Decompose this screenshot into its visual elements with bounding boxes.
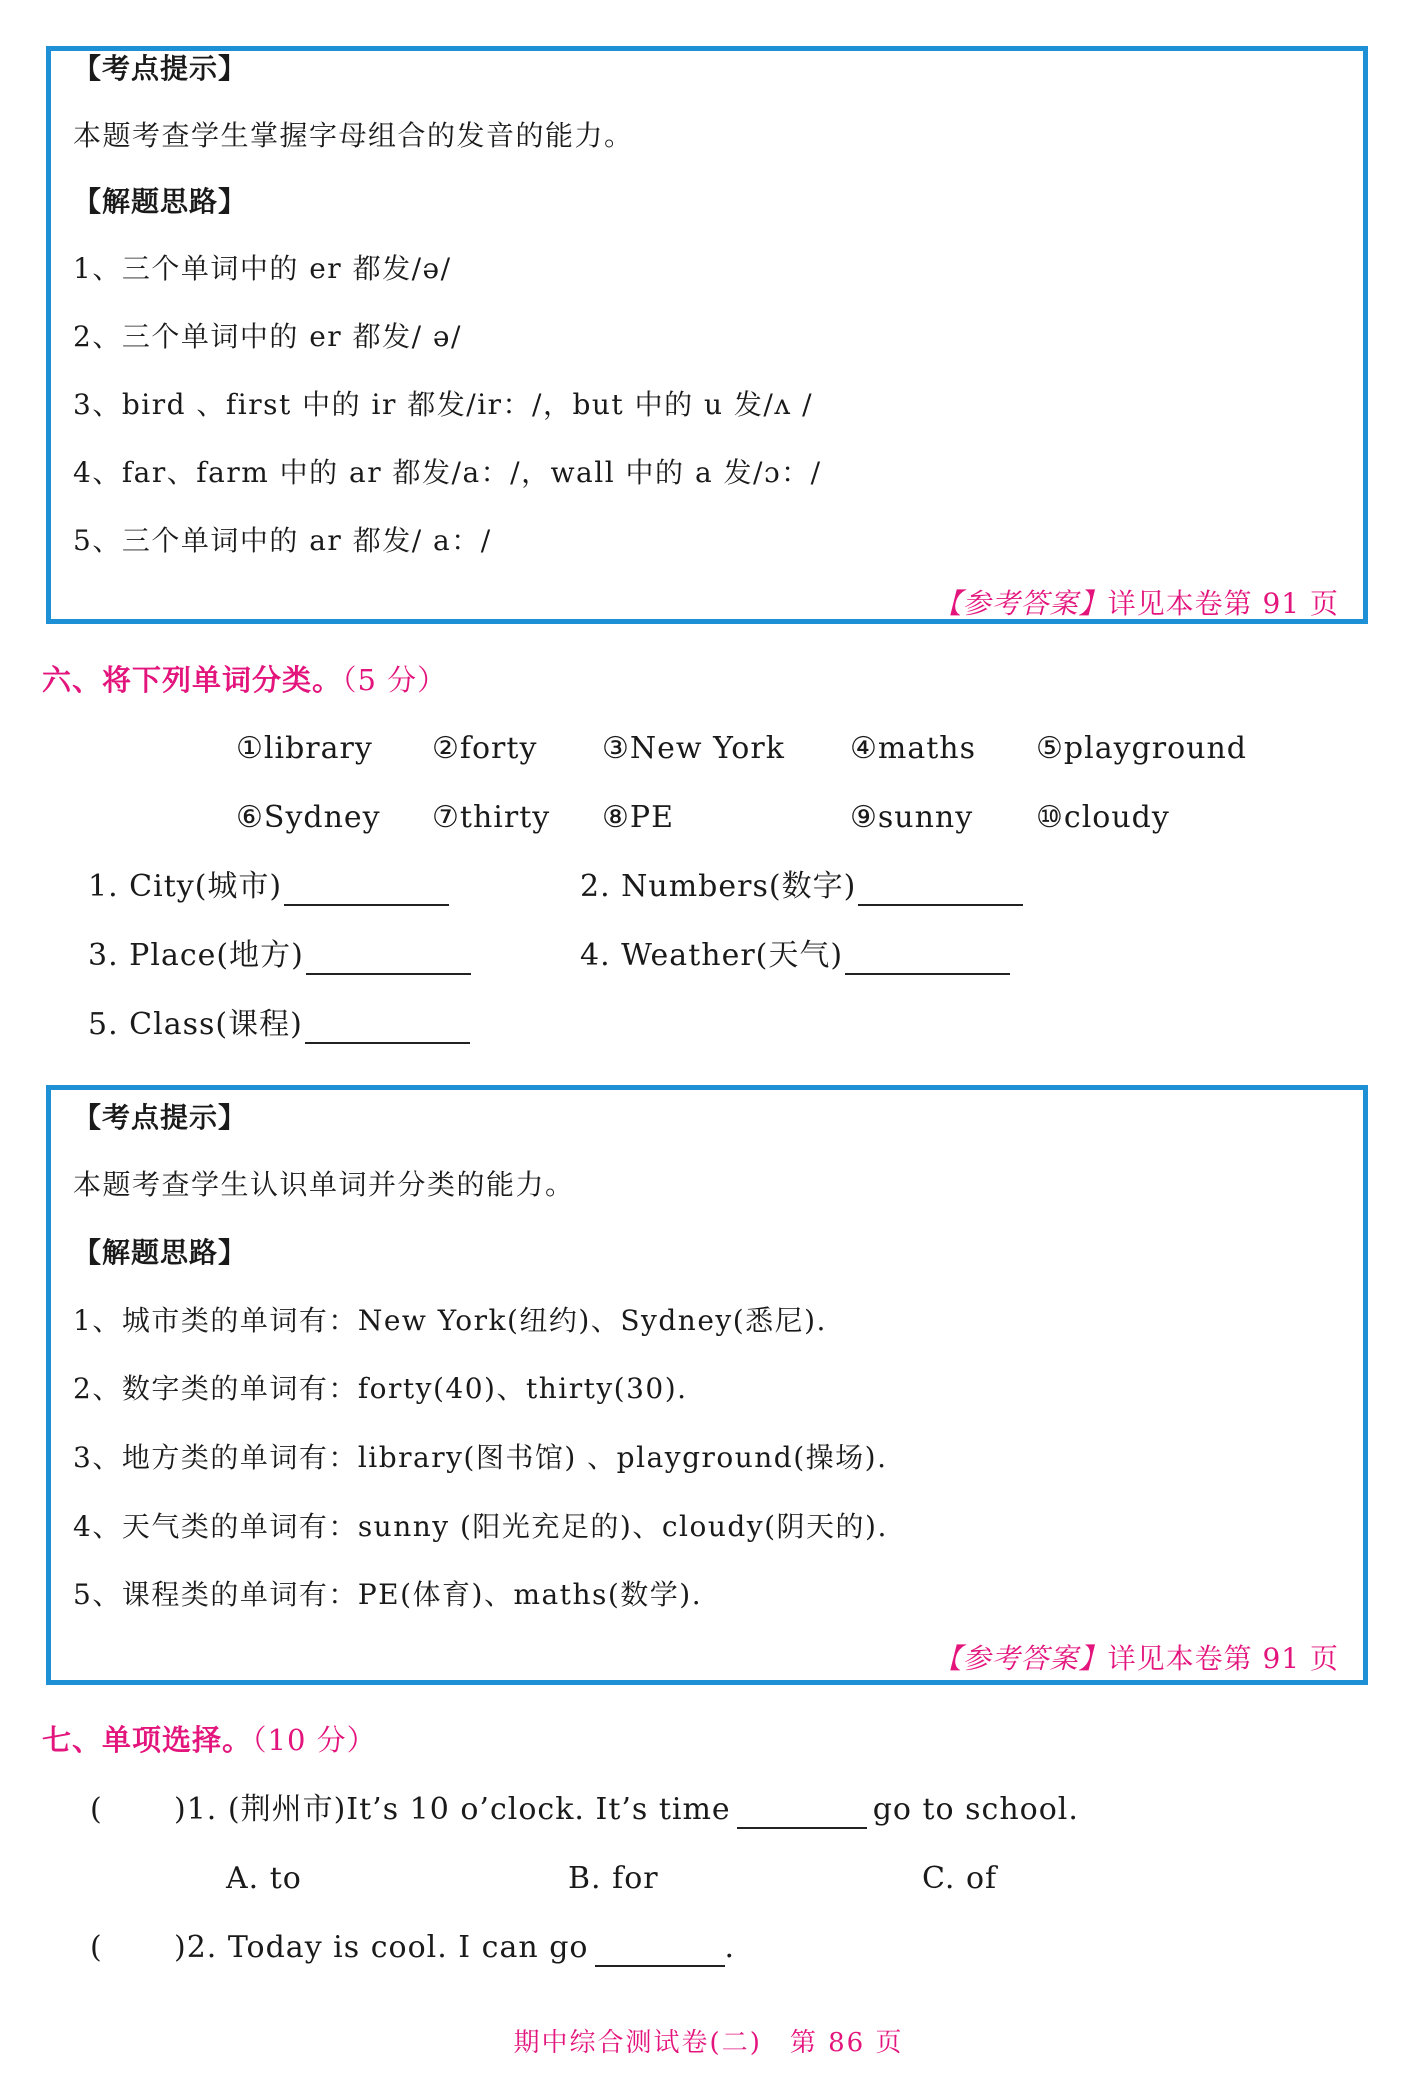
idea-line: 4、far、farm 中的 ar 都发/a：/，wall 中的 a 发/ɔ：/ (73, 456, 822, 489)
section-6-title: 六、将下列单词分类。（5 分） (42, 663, 448, 697)
word-option: ⑧PE (602, 800, 674, 835)
option-b[interactable]: B. for (568, 1861, 659, 1896)
question-2: )2. Today is cool. I can go . (174, 1930, 736, 1965)
idea-line: 3、bird 、first 中的 ir 都发/ir：/，but 中的 u 发/ʌ / (73, 388, 814, 421)
word-option: ⑤playground (1036, 731, 1247, 766)
section-6-points: （5 分） (342, 663, 448, 697)
question-2-paren: ( (90, 1930, 103, 1965)
idea-header: 【解题思路】 (73, 185, 248, 218)
option-c[interactable]: C. of (922, 1861, 998, 1896)
word-option: ⑩cloudy (1036, 800, 1170, 835)
idea-line: 1、三个单词中的 er 都发/ə/ (73, 252, 452, 285)
question-1: )1. (荆州市)It’s 10 o’clock. It’s time go to school. (174, 1792, 1079, 1827)
answer-blank[interactable] (305, 1012, 470, 1044)
idea-line: 2、数字类的单词有：forty(40)、thirty(30). (73, 1372, 688, 1405)
page-footer: 期中综合测试卷(二) 第 86 页 (513, 2028, 904, 2058)
answer-blank[interactable] (737, 1797, 867, 1829)
section-7-points: （10 分） (252, 1723, 377, 1757)
word-option: ⑨sunny (850, 800, 974, 835)
tip-box-1 (46, 46, 1368, 624)
option-a[interactable]: A. to (226, 1861, 302, 1896)
word-option: ③New York (602, 731, 785, 766)
word-option: ②forty (432, 731, 538, 766)
reference-key: 【参考答案】 (933, 1642, 1108, 1675)
category-city: 1. City(城市) (88, 868, 449, 906)
category-weather: 4. Weather(天气) (580, 937, 1010, 975)
section-7-title: 七、单项选择。（10 分） (42, 1723, 377, 1757)
tip-header: 【考点提示】 (73, 52, 248, 85)
answer-blank[interactable] (306, 943, 471, 975)
tip-header: 【考点提示】 (73, 1101, 248, 1134)
idea-line: 4、天气类的单词有：sunny (阳光充足的)、cloudy(阴天的). (73, 1510, 888, 1543)
category-class: 5. Class(课程) (88, 1006, 470, 1044)
idea-line: 2、三个单词中的 er 都发/ ə/ (73, 320, 462, 353)
word-option: ①library (236, 731, 373, 766)
question-1-paren: ( (90, 1792, 103, 1827)
reference-answer (934, 1641, 1339, 1677)
answer-blank[interactable] (595, 1935, 725, 1967)
idea-line: 5、课程类的单词有：PE(体育)、maths(数学). (73, 1578, 703, 1611)
reference-page: 详见本卷第 91 页 (1107, 587, 1339, 620)
idea-line: 5、三个单词中的 ar 都发/ a：/ (73, 524, 492, 557)
idea-line: 3、地方类的单词有：library(图书馆) 、playground(操场). (73, 1441, 888, 1474)
idea-header: 【解题思路】 (73, 1236, 248, 1269)
word-option: ④maths (850, 731, 976, 766)
category-numbers: 2. Numbers(数字) (580, 868, 1023, 906)
tip-text: 本题考查学生掌握字母组合的发音的能力。 (73, 119, 634, 152)
category-place: 3. Place(地方) (88, 937, 471, 975)
reference-page: 详见本卷第 91 页 (1107, 1642, 1339, 1675)
word-option: ⑦thirty (432, 800, 551, 835)
answer-blank[interactable] (284, 874, 449, 906)
tip-text: 本题考查学生认识单词并分类的能力。 (73, 1168, 575, 1201)
idea-line: 1、城市类的单词有：New York(纽约)、Sydney(悉尼). (73, 1304, 827, 1337)
answer-blank[interactable] (845, 943, 1010, 975)
reference-answer (934, 586, 1339, 622)
answer-blank[interactable] (858, 874, 1023, 906)
reference-key: 【参考答案】 (933, 587, 1108, 620)
word-option: ⑥Sydney (236, 800, 381, 835)
tip-box-2 (46, 1085, 1368, 1685)
